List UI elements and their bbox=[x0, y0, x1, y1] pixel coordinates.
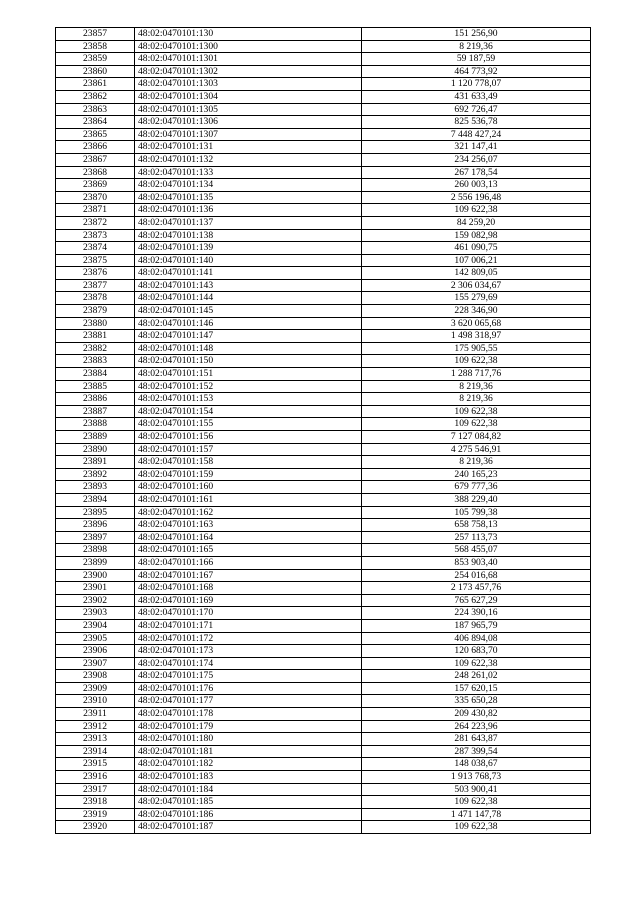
cadastral-number-cell: 48:02:0470101:148 bbox=[135, 342, 362, 355]
cadastral-value-cell: 568 455,07 bbox=[362, 544, 591, 557]
table-row bbox=[56, 783, 591, 796]
cadastral-value-cell: 157 620,15 bbox=[362, 682, 591, 695]
table-row bbox=[56, 179, 591, 192]
row-number-cell: 23906 bbox=[56, 645, 135, 658]
cadastral-number-cell: 48:02:0470101:1307 bbox=[135, 128, 362, 141]
cadastral-number-cell: 48:02:0470101:172 bbox=[135, 632, 362, 645]
cadastral-number-cell: 48:02:0470101:171 bbox=[135, 619, 362, 632]
table-row bbox=[56, 708, 591, 721]
row-number-cell: 23883 bbox=[56, 355, 135, 368]
cadastral-number-cell: 48:02:0470101:1305 bbox=[135, 103, 362, 116]
table-row bbox=[56, 456, 591, 469]
table-row bbox=[56, 342, 591, 355]
row-number-cell: 23886 bbox=[56, 393, 135, 406]
table-row bbox=[56, 745, 591, 758]
table-row bbox=[56, 733, 591, 746]
table-row bbox=[56, 481, 591, 494]
table-row bbox=[56, 519, 591, 532]
cadastral-number-cell: 48:02:0470101:165 bbox=[135, 544, 362, 557]
row-number-cell: 23919 bbox=[56, 808, 135, 821]
cadastral-value-cell: 187 965,79 bbox=[362, 619, 591, 632]
row-number-cell: 23916 bbox=[56, 771, 135, 784]
row-number-cell: 23895 bbox=[56, 506, 135, 519]
cadastral-number-cell: 48:02:0470101:150 bbox=[135, 355, 362, 368]
table-row bbox=[56, 443, 591, 456]
row-number-cell: 23882 bbox=[56, 342, 135, 355]
cadastral-number-cell: 48:02:0470101:141 bbox=[135, 267, 362, 280]
row-number-cell: 23860 bbox=[56, 65, 135, 78]
row-number-cell: 23909 bbox=[56, 682, 135, 695]
cadastral-number-cell: 48:02:0470101:143 bbox=[135, 279, 362, 292]
cadastral-value-cell: 406 894,08 bbox=[362, 632, 591, 645]
row-number-cell: 23910 bbox=[56, 695, 135, 708]
table-row bbox=[56, 153, 591, 166]
table-row bbox=[56, 78, 591, 91]
cadastral-value-cell: 8 219,36 bbox=[362, 380, 591, 393]
table-row bbox=[56, 645, 591, 658]
table-row bbox=[56, 582, 591, 595]
cadastral-number-cell: 48:02:0470101:135 bbox=[135, 191, 362, 204]
row-number-cell: 23894 bbox=[56, 493, 135, 506]
cadastral-value-cell: 155 279,69 bbox=[362, 292, 591, 305]
cadastral-number-cell: 48:02:0470101:144 bbox=[135, 292, 362, 305]
cadastral-number-cell: 48:02:0470101:146 bbox=[135, 317, 362, 330]
cadastral-value-cell: 1 120 778,07 bbox=[362, 78, 591, 91]
cadastral-number-cell: 48:02:0470101:176 bbox=[135, 682, 362, 695]
cadastral-value-cell: 8 219,36 bbox=[362, 393, 591, 406]
cadastral-value-cell: 264 223,96 bbox=[362, 720, 591, 733]
cadastral-number-cell: 48:02:0470101:163 bbox=[135, 519, 362, 532]
cadastral-number-cell: 48:02:0470101:180 bbox=[135, 733, 362, 746]
row-number-cell: 23902 bbox=[56, 594, 135, 607]
row-number-cell: 23868 bbox=[56, 166, 135, 179]
cadastral-number-cell: 48:02:0470101:130 bbox=[135, 28, 362, 41]
cadastral-value-cell: 151 256,90 bbox=[362, 28, 591, 41]
row-number-cell: 23857 bbox=[56, 28, 135, 41]
cadastral-number-cell: 48:02:0470101:137 bbox=[135, 216, 362, 229]
cadastral-number-cell: 48:02:0470101:160 bbox=[135, 481, 362, 494]
table-row bbox=[56, 330, 591, 343]
cadastral-number-cell: 48:02:0470101:152 bbox=[135, 380, 362, 393]
row-number-cell: 23890 bbox=[56, 443, 135, 456]
cadastral-value-cell: 105 799,38 bbox=[362, 506, 591, 519]
table-row bbox=[56, 758, 591, 771]
row-number-cell: 23898 bbox=[56, 544, 135, 557]
cadastral-number-cell: 48:02:0470101:138 bbox=[135, 229, 362, 242]
table-row bbox=[56, 355, 591, 368]
cadastral-value-cell: 254 016,68 bbox=[362, 569, 591, 582]
table-row bbox=[56, 279, 591, 292]
row-number-cell: 23912 bbox=[56, 720, 135, 733]
row-number-cell: 23896 bbox=[56, 519, 135, 532]
row-number-cell: 23863 bbox=[56, 103, 135, 116]
cadastral-number-cell: 48:02:0470101:1300 bbox=[135, 40, 362, 53]
cadastral-number-cell: 48:02:0470101:168 bbox=[135, 582, 362, 595]
table-row bbox=[56, 720, 591, 733]
table-row bbox=[56, 40, 591, 53]
cadastral-number-cell: 48:02:0470101:182 bbox=[135, 758, 362, 771]
cadastral-value-cell: 120 683,70 bbox=[362, 645, 591, 658]
cadastral-value-cell: 109 622,38 bbox=[362, 821, 591, 834]
cadastral-number-cell: 48:02:0470101:184 bbox=[135, 783, 362, 796]
table-row bbox=[56, 317, 591, 330]
table-row bbox=[56, 103, 591, 116]
table-row bbox=[56, 556, 591, 569]
cadastral-value-cell: 142 809,05 bbox=[362, 267, 591, 280]
table-row bbox=[56, 531, 591, 544]
cadastral-number-cell: 48:02:0470101:173 bbox=[135, 645, 362, 658]
row-number-cell: 23907 bbox=[56, 657, 135, 670]
cadastral-number-cell: 48:02:0470101:158 bbox=[135, 456, 362, 469]
table-row bbox=[56, 493, 591, 506]
row-number-cell: 23858 bbox=[56, 40, 135, 53]
table-row bbox=[56, 305, 591, 318]
row-number-cell: 23874 bbox=[56, 242, 135, 255]
cadastral-number-cell: 48:02:0470101:1303 bbox=[135, 78, 362, 91]
cadastral-number-cell: 48:02:0470101:155 bbox=[135, 418, 362, 431]
table-row bbox=[56, 468, 591, 481]
row-number-cell: 23918 bbox=[56, 796, 135, 809]
cadastral-value-cell: 461 090,75 bbox=[362, 242, 591, 255]
cadastral-value-table bbox=[55, 27, 591, 834]
row-number-cell: 23864 bbox=[56, 116, 135, 129]
table-row bbox=[56, 594, 591, 607]
row-number-cell: 23873 bbox=[56, 229, 135, 242]
row-number-cell: 23866 bbox=[56, 141, 135, 154]
table-row bbox=[56, 368, 591, 381]
cadastral-value-cell: 228 346,90 bbox=[362, 305, 591, 318]
cadastral-number-cell: 48:02:0470101:177 bbox=[135, 695, 362, 708]
row-number-cell: 23876 bbox=[56, 267, 135, 280]
table-row bbox=[56, 506, 591, 519]
cadastral-value-cell: 260 003,13 bbox=[362, 179, 591, 192]
row-number-cell: 23862 bbox=[56, 90, 135, 103]
cadastral-number-cell: 48:02:0470101:167 bbox=[135, 569, 362, 582]
cadastral-number-cell: 48:02:0470101:178 bbox=[135, 708, 362, 721]
cadastral-number-cell: 48:02:0470101:1306 bbox=[135, 116, 362, 129]
cadastral-value-cell: 257 113,73 bbox=[362, 531, 591, 544]
cadastral-value-cell: 692 726,47 bbox=[362, 103, 591, 116]
cadastral-value-cell: 1 288 717,76 bbox=[362, 368, 591, 381]
cadastral-value-cell: 1 498 318,97 bbox=[362, 330, 591, 343]
row-number-cell: 23859 bbox=[56, 53, 135, 66]
table-row bbox=[56, 607, 591, 620]
cadastral-value-cell: 248 261,02 bbox=[362, 670, 591, 683]
cadastral-value-cell: 2 556 196,48 bbox=[362, 191, 591, 204]
cadastral-value-cell: 8 219,36 bbox=[362, 40, 591, 53]
table-row bbox=[56, 431, 591, 444]
row-number-cell: 23865 bbox=[56, 128, 135, 141]
cadastral-number-cell: 48:02:0470101:162 bbox=[135, 506, 362, 519]
cadastral-number-cell: 48:02:0470101:157 bbox=[135, 443, 362, 456]
cadastral-number-cell: 48:02:0470101:186 bbox=[135, 808, 362, 821]
table-row bbox=[56, 657, 591, 670]
cadastral-number-cell: 48:02:0470101:156 bbox=[135, 431, 362, 444]
cadastral-number-cell: 48:02:0470101:147 bbox=[135, 330, 362, 343]
cadastral-value-cell: 335 650,28 bbox=[362, 695, 591, 708]
table-row bbox=[56, 204, 591, 217]
cadastral-value-cell: 7 448 427,24 bbox=[362, 128, 591, 141]
table-row bbox=[56, 544, 591, 557]
cadastral-value-cell: 148 038,67 bbox=[362, 758, 591, 771]
cadastral-value-cell: 109 622,38 bbox=[362, 355, 591, 368]
row-number-cell: 23911 bbox=[56, 708, 135, 721]
row-number-cell: 23914 bbox=[56, 745, 135, 758]
row-number-cell: 23901 bbox=[56, 582, 135, 595]
table-row bbox=[56, 116, 591, 129]
row-number-cell: 23880 bbox=[56, 317, 135, 330]
cadastral-number-cell: 48:02:0470101:1304 bbox=[135, 90, 362, 103]
row-number-cell: 23903 bbox=[56, 607, 135, 620]
table-row bbox=[56, 90, 591, 103]
row-number-cell: 23904 bbox=[56, 619, 135, 632]
cadastral-value-cell: 3 620 065,68 bbox=[362, 317, 591, 330]
row-number-cell: 23884 bbox=[56, 368, 135, 381]
table-row bbox=[56, 808, 591, 821]
cadastral-value-cell: 1 913 768,73 bbox=[362, 771, 591, 784]
cadastral-number-cell: 48:02:0470101:153 bbox=[135, 393, 362, 406]
table-row bbox=[56, 28, 591, 41]
row-number-cell: 23913 bbox=[56, 733, 135, 746]
row-number-cell: 23887 bbox=[56, 405, 135, 418]
row-number-cell: 23891 bbox=[56, 456, 135, 469]
row-number-cell: 23899 bbox=[56, 556, 135, 569]
table-row bbox=[56, 166, 591, 179]
cadastral-number-cell: 48:02:0470101:136 bbox=[135, 204, 362, 217]
cadastral-number-cell: 48:02:0470101:132 bbox=[135, 153, 362, 166]
cadastral-value-cell: 267 178,54 bbox=[362, 166, 591, 179]
cadastral-number-cell: 48:02:0470101:159 bbox=[135, 468, 362, 481]
cadastral-value-cell: 503 900,41 bbox=[362, 783, 591, 796]
cadastral-value-cell: 2 173 457,76 bbox=[362, 582, 591, 595]
cadastral-value-cell: 825 536,78 bbox=[362, 116, 591, 129]
cadastral-value-cell: 109 622,38 bbox=[362, 657, 591, 670]
table-row bbox=[56, 292, 591, 305]
cadastral-value-cell: 209 430,82 bbox=[362, 708, 591, 721]
table-row bbox=[56, 65, 591, 78]
cadastral-number-cell: 48:02:0470101:175 bbox=[135, 670, 362, 683]
table-row bbox=[56, 380, 591, 393]
cadastral-value-cell: 109 622,38 bbox=[362, 204, 591, 217]
cadastral-value-cell: 109 622,38 bbox=[362, 405, 591, 418]
table-row bbox=[56, 229, 591, 242]
cadastral-value-cell: 853 903,40 bbox=[362, 556, 591, 569]
cadastral-value-cell: 464 773,92 bbox=[362, 65, 591, 78]
cadastral-number-cell: 48:02:0470101:139 bbox=[135, 242, 362, 255]
row-number-cell: 23885 bbox=[56, 380, 135, 393]
table-row bbox=[56, 569, 591, 582]
cadastral-value-cell: 224 390,16 bbox=[362, 607, 591, 620]
cadastral-value-cell: 7 127 084,82 bbox=[362, 431, 591, 444]
row-number-cell: 23869 bbox=[56, 179, 135, 192]
row-number-cell: 23908 bbox=[56, 670, 135, 683]
cadastral-number-cell: 48:02:0470101:166 bbox=[135, 556, 362, 569]
table-row bbox=[56, 242, 591, 255]
row-number-cell: 23872 bbox=[56, 216, 135, 229]
row-number-cell: 23879 bbox=[56, 305, 135, 318]
table-row bbox=[56, 821, 591, 834]
table-row bbox=[56, 191, 591, 204]
cadastral-value-cell: 431 633,49 bbox=[362, 90, 591, 103]
cadastral-number-cell: 48:02:0470101:161 bbox=[135, 493, 362, 506]
table-row bbox=[56, 216, 591, 229]
cadastral-value-cell: 287 399,54 bbox=[362, 745, 591, 758]
row-number-cell: 23917 bbox=[56, 783, 135, 796]
row-number-cell: 23893 bbox=[56, 481, 135, 494]
cadastral-value-cell: 240 165,23 bbox=[362, 468, 591, 481]
cadastral-value-cell: 4 275 546,91 bbox=[362, 443, 591, 456]
row-number-cell: 23861 bbox=[56, 78, 135, 91]
row-number-cell: 23888 bbox=[56, 418, 135, 431]
table-row bbox=[56, 771, 591, 784]
row-number-cell: 23905 bbox=[56, 632, 135, 645]
cadastral-value-cell: 109 622,38 bbox=[362, 796, 591, 809]
row-number-cell: 23900 bbox=[56, 569, 135, 582]
row-number-cell: 23920 bbox=[56, 821, 135, 834]
table-row bbox=[56, 267, 591, 280]
row-number-cell: 23915 bbox=[56, 758, 135, 771]
cadastral-number-cell: 48:02:0470101:174 bbox=[135, 657, 362, 670]
table-row bbox=[56, 53, 591, 66]
cadastral-number-cell: 48:02:0470101:145 bbox=[135, 305, 362, 318]
cadastral-number-cell: 48:02:0470101:134 bbox=[135, 179, 362, 192]
table-row bbox=[56, 682, 591, 695]
row-number-cell: 23870 bbox=[56, 191, 135, 204]
cadastral-number-cell: 48:02:0470101:131 bbox=[135, 141, 362, 154]
table-row bbox=[56, 619, 591, 632]
table-row bbox=[56, 393, 591, 406]
cadastral-value-cell: 2 306 034,67 bbox=[362, 279, 591, 292]
table-row bbox=[56, 128, 591, 141]
cadastral-value-cell: 658 758,13 bbox=[362, 519, 591, 532]
cadastral-number-cell: 48:02:0470101:133 bbox=[135, 166, 362, 179]
cadastral-number-cell: 48:02:0470101:183 bbox=[135, 771, 362, 784]
row-number-cell: 23897 bbox=[56, 531, 135, 544]
cadastral-number-cell: 48:02:0470101:1301 bbox=[135, 53, 362, 66]
table-row bbox=[56, 632, 591, 645]
cadastral-value-cell: 321 147,41 bbox=[362, 141, 591, 154]
row-number-cell: 23892 bbox=[56, 468, 135, 481]
cadastral-value-cell: 59 187,59 bbox=[362, 53, 591, 66]
table-row bbox=[56, 254, 591, 267]
cadastral-number-cell: 48:02:0470101:179 bbox=[135, 720, 362, 733]
row-number-cell: 23875 bbox=[56, 254, 135, 267]
cadastral-number-cell: 48:02:0470101:140 bbox=[135, 254, 362, 267]
cadastral-number-cell: 48:02:0470101:164 bbox=[135, 531, 362, 544]
cadastral-value-cell: 159 082,98 bbox=[362, 229, 591, 242]
cadastral-value-cell: 765 627,29 bbox=[362, 594, 591, 607]
cadastral-value-cell: 1 471 147,78 bbox=[362, 808, 591, 821]
row-number-cell: 23867 bbox=[56, 153, 135, 166]
row-number-cell: 23881 bbox=[56, 330, 135, 343]
table-row bbox=[56, 670, 591, 683]
cadastral-value-cell: 679 777,36 bbox=[362, 481, 591, 494]
cadastral-number-cell: 48:02:0470101:185 bbox=[135, 796, 362, 809]
cadastral-number-cell: 48:02:0470101:187 bbox=[135, 821, 362, 834]
table-row bbox=[56, 405, 591, 418]
cadastral-value-cell: 84 259,20 bbox=[362, 216, 591, 229]
cadastral-number-cell: 48:02:0470101:169 bbox=[135, 594, 362, 607]
table-row bbox=[56, 418, 591, 431]
cadastral-value-cell: 388 229,40 bbox=[362, 493, 591, 506]
cadastral-value-cell: 109 622,38 bbox=[362, 418, 591, 431]
row-number-cell: 23878 bbox=[56, 292, 135, 305]
cadastral-value-cell: 8 219,36 bbox=[362, 456, 591, 469]
table-row bbox=[56, 796, 591, 809]
row-number-cell: 23871 bbox=[56, 204, 135, 217]
cadastral-value-cell: 281 643,87 bbox=[362, 733, 591, 746]
table-row bbox=[56, 695, 591, 708]
cadastral-number-cell: 48:02:0470101:181 bbox=[135, 745, 362, 758]
cadastral-number-cell: 48:02:0470101:151 bbox=[135, 368, 362, 381]
cadastral-number-cell: 48:02:0470101:1302 bbox=[135, 65, 362, 78]
row-number-cell: 23877 bbox=[56, 279, 135, 292]
row-number-cell: 23889 bbox=[56, 431, 135, 444]
cadastral-value-cell: 234 256,07 bbox=[362, 153, 591, 166]
cadastral-number-cell: 48:02:0470101:154 bbox=[135, 405, 362, 418]
cadastral-value-cell: 107 006,21 bbox=[362, 254, 591, 267]
cadastral-number-cell: 48:02:0470101:170 bbox=[135, 607, 362, 620]
table-row bbox=[56, 141, 591, 154]
table-body bbox=[56, 28, 591, 834]
cadastral-value-cell: 175 905,55 bbox=[362, 342, 591, 355]
